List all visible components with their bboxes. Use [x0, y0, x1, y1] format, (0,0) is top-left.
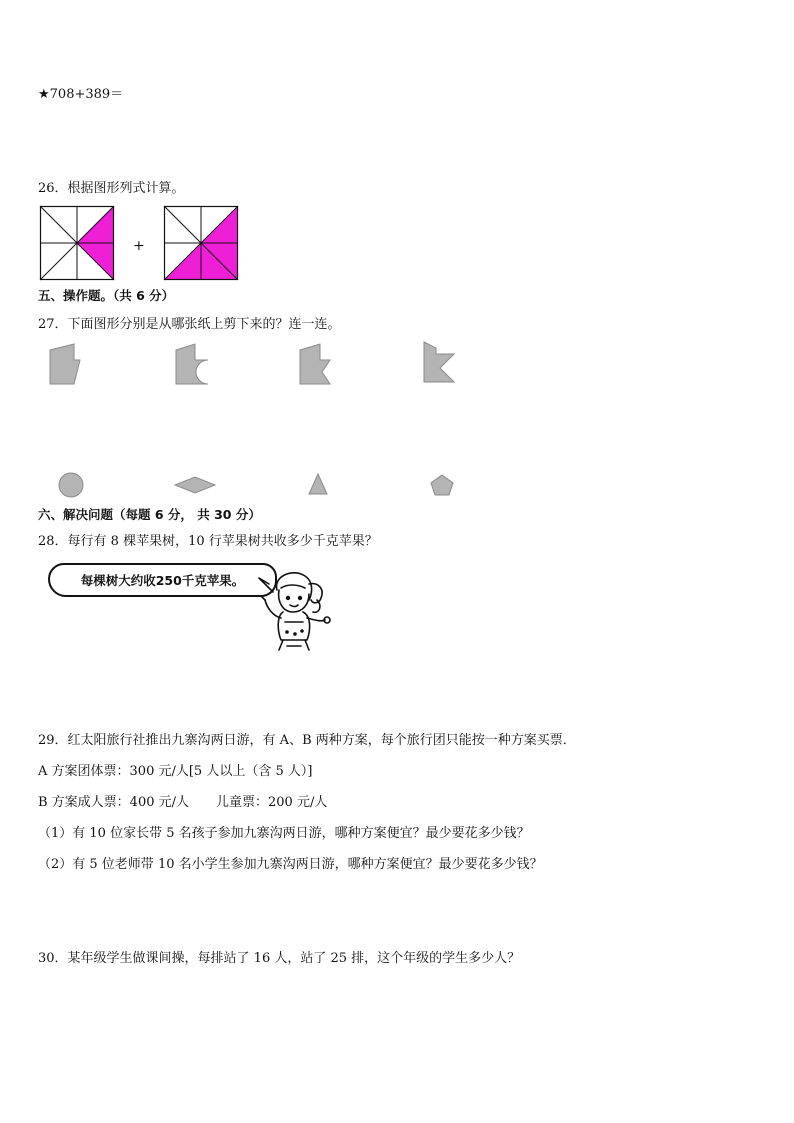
- folded-paper-shape-3: [298, 342, 334, 386]
- section-5-heading: 五、操作题。（共 6 分）: [38, 288, 175, 303]
- triangle-shape[interactable]: [308, 473, 328, 495]
- folded-paper-shape-4: [422, 340, 458, 384]
- circle-shape[interactable]: [58, 472, 84, 498]
- q29-plan-b-child: 儿童票：200 元/人: [216, 795, 328, 810]
- girl-illustration: [255, 570, 335, 652]
- rhombus-shape[interactable]: [174, 476, 216, 494]
- plus-sign: +: [133, 238, 145, 254]
- q26-title: 26．根据图形列式计算。: [38, 181, 185, 196]
- pentagon-shape[interactable]: [430, 474, 454, 496]
- q29-title: 29．红太阳旅行社推出九寨沟两日游，有 A、B 两种方案，每个旅行团只能按一种方案买票．: [38, 733, 576, 748]
- folded-paper-shape-1: [48, 342, 82, 386]
- folded-paper-shape-2: [173, 342, 213, 386]
- q29-subquestion-2: （2）有 5 位老师带 10 名小学生参加九寨沟两日游，哪种方案便宜？最少要花多少钱？: [38, 857, 543, 872]
- q28-title: 28．每行有 8 棵苹果树，10 行苹果树共收多少千克苹果？: [38, 534, 378, 549]
- fraction-square-2: [164, 206, 238, 280]
- q29-plan-b-adult: B 方案成人票：400 元/人: [38, 795, 190, 810]
- speech-bubble: 每棵树大约收250千克苹果。: [48, 563, 277, 597]
- q30-title: 30．某年级学生做课间操，每排站了 16 人，站了 25 排，这个年级的学生多少人？: [38, 951, 521, 966]
- section-6-heading: 六、解决问题（每题 6 分， 共 30 分）: [38, 507, 261, 522]
- fraction-square-1: [40, 206, 114, 280]
- q29-subquestion-1: （1）有 10 位家长带 5 名孩子参加九寨沟两日游，哪种方案便宜？最少要花多少钱？: [38, 826, 530, 841]
- q29-plan-a: A 方案团体票：300 元/人[5 人以上（含 5 人）]: [38, 764, 313, 779]
- q25-expression: ★708+389＝: [38, 87, 124, 102]
- q27-title: 27．下面图形分别是从哪张纸上剪下来的？连一连。: [38, 317, 341, 332]
